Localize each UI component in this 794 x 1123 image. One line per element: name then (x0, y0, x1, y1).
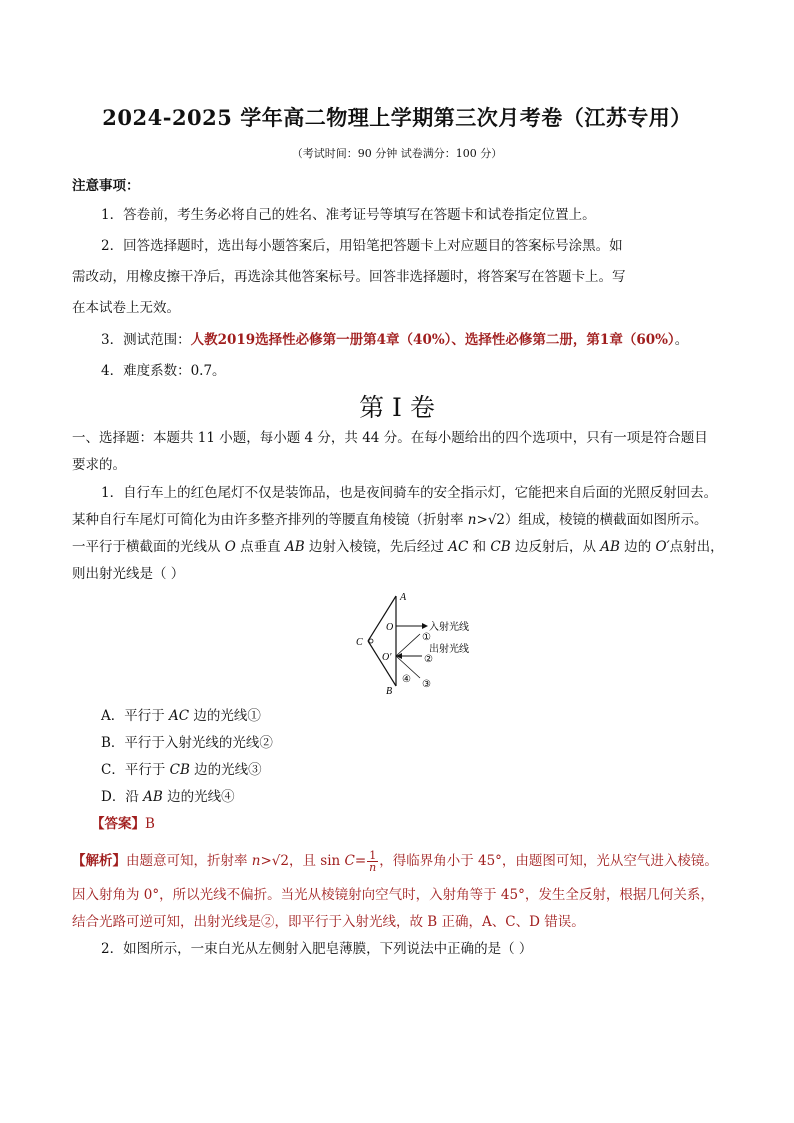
right-angle-mark (369, 639, 373, 643)
notice-item-3 (101, 330, 688, 350)
notice-item-3-end: 。 (674, 332, 689, 348)
label-c: C (356, 637, 363, 648)
notice-item-3-prefix: 3．测试范围： (101, 332, 191, 348)
label-circle-2: ② (424, 654, 433, 665)
label-incident: 入射光线 (429, 622, 469, 633)
label-circle-4: ④ (402, 674, 411, 685)
label-o-prime: O′ (382, 652, 392, 663)
q1-option-c: C．平行于 CB 边的光线③ (101, 762, 262, 778)
prism-figure (350, 590, 480, 698)
volume-heading: 第 I 卷 (359, 393, 435, 422)
q1-option-d: D．沿 AB 边的光线④ (101, 789, 235, 805)
exam-subtitle: （考试时间：90 分钟 试卷满分：100 分） (291, 147, 503, 160)
q1-analysis-line-3: 结合光路可逆可知，出射光线是②，即平行于入射光线，故 B 正确，A、C、D 错误。 (72, 914, 585, 930)
notice-item-4: 4．难度系数：0.7。 (101, 363, 226, 379)
outgoing-arrow (396, 653, 402, 659)
notice-item-1: 1．答卷前，考生务必将自己的姓名、准考证号等填写在答题卡和试卷指定位置上。 (101, 207, 596, 223)
notice-item-2-line-1: 2．回答选择题时，选出每小题答案后，用铅笔把答题卡上对应题目的答案标号涂黑。如 (101, 238, 623, 254)
prism-edge-cb (368, 641, 396, 686)
answer-value: B (145, 816, 155, 832)
q1-analysis-line-1: 【解析】由题意可知，折射率 n>√2，且 sin C= $\frac{1}{n}$ ，得临界角小于 45°，由题图可知，光从空气进入棱镜。 (72, 849, 718, 874)
label-b: B (386, 686, 393, 697)
answer-label: 【答案】 (91, 816, 145, 832)
q1-line-2: 某种自行车尾灯可简化为由许多整齐排列的等腰直角棱镜（折射率 n>√2）组成，棱镜的横截面如图所示。 (72, 512, 708, 528)
q1-line-4: 则出射光线是（ ） (72, 566, 185, 582)
q1-answer (91, 814, 155, 834)
q1-line-3: 一平行于横截面的光线从 O 点垂直 AB 边射入棱镜，先后经过 AC 和 CB 边反射后，从 AB 边的 O′点射出， (72, 539, 724, 555)
incident-arrow (422, 623, 428, 629)
ray-1 (396, 634, 420, 656)
test-scope: 人教2019选择性必修第一册第4章（40%）、选择性必修第二册，第1章（60%） (190, 332, 675, 348)
q2-line-1: 2．如图所示，一束白光从左侧射入肥皂薄膜，下列说法中正确的是（ ） (101, 941, 533, 957)
q1-option-b: B．平行于入射光线的光线② (101, 735, 273, 751)
exam-title: 2024-2025 学年高二物理上学期第三次月考卷（江苏专用） (102, 105, 692, 130)
prism-edge-ac (368, 596, 396, 641)
label-circle-3: ③ (422, 679, 431, 690)
fraction-1-over-n: $\frac{1}{n}$ (369, 849, 377, 874)
notice-item-2-line-2: 需改动，用橡皮擦干净后，再选涂其他答案标号。回答非选择题时，将答案写在答题卡上。写 (72, 269, 626, 285)
q1-option-a: A．平行于 AC 边的光线① (101, 708, 261, 724)
label-circle-1: ① (422, 632, 431, 643)
label-a: A (400, 592, 407, 603)
analysis-label: 【解析】 (72, 853, 126, 869)
notice-heading: 注意事项： (72, 178, 140, 194)
label-o: O (386, 622, 394, 633)
notice-item-2-line-3: 在本试卷上无效。 (72, 300, 180, 316)
section-1-intro-line-1: 一、选择题：本题共 11 小题，每小题 4 分，共 44 分。在每小题给出的四个选项中，只有一项是符合题目 (72, 430, 708, 446)
section-1-intro-line-2: 要求的。 (72, 457, 126, 473)
q1-analysis-line-2: 因入射角为 0°，所以光线不偏折。当光从棱镜射向空气时，入射角等于 45°，发生全反射，根据几何关系， (72, 887, 714, 903)
label-outgoing: 出射光线 (429, 644, 469, 655)
q1-line-1: 1．自行车上的红色尾灯不仅是装饰品，也是夜间骑车的安全指示灯，它能把来自后面的光照反射回去。 (101, 485, 718, 501)
